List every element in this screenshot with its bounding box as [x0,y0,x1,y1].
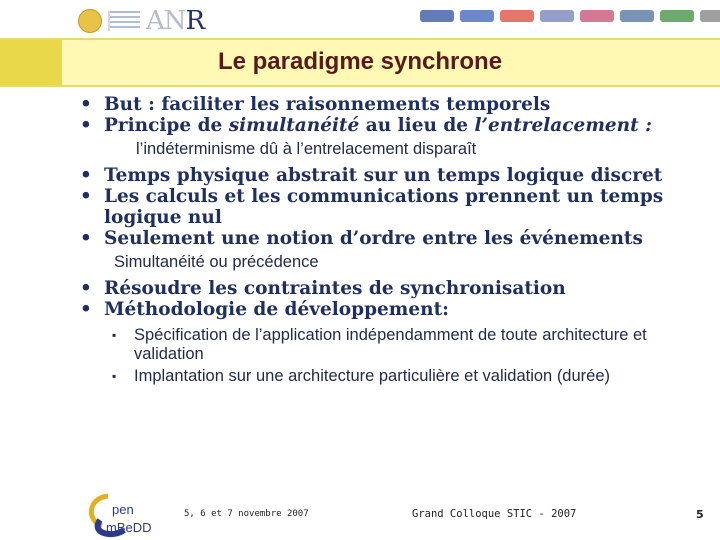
footer-date: 5, 6 et 7 novembre 2007 [184,509,309,519]
anr-logo [146,6,204,36]
openembedd-logo-icon [80,490,170,538]
logo-bar [0,0,720,36]
partner-logo-icon-4 [540,10,574,22]
partner-logos [420,10,720,22]
partner-logo-icon-8 [700,10,720,22]
anr-logo-group [78,6,204,36]
bullet-calculs: • Les calculs et les communications prennent un temps logique nul [78,186,708,228]
page-number: 5 [696,508,704,521]
footer [0,490,720,540]
slide-title: Le paradigme synchrone [217,48,503,75]
bullet-methodologie: • Méthodologie de développement: [78,299,708,320]
footer-event: Grand Colloque STIC - 2007 [412,508,577,520]
sub-implantation: ▪ Implantation sur une architecture particulière et validation (durée) [78,367,708,386]
note-simultaneite: Simultanéité ou précédence [114,253,319,271]
bullet-temps-physique: • Temps physique abstrait sur un temps logique discret [78,165,708,186]
partner-logo-icon-1 [420,10,454,22]
lab-logo-text-icon [108,11,140,31]
openembedd-logo-text-2: mBeDD [106,520,152,535]
partner-logo-icon-3 [500,10,534,22]
partner-logo-icon-2 [460,10,494,22]
openembedd-logo-text-1: pen [112,502,134,517]
bullet-principe-italic-2: l’entrelacement : [474,115,652,136]
note-indeterminisme: l’indéterminisme dû à l’entrelacement disparaît [136,140,477,158]
partner-logo-icon-6 [620,10,654,22]
sub-specification: ▪ Spécification de l’application indépendamment de toute architecture et validation [78,326,708,364]
anr-logo-text: AN [146,6,186,36]
partner-logo-icon-7 [660,10,694,22]
bullet-principe-text: Principe de [104,115,229,136]
bullet-ordre: • Seulement une notion d’ordre entre les événements [78,228,708,249]
anr-logo-text-r: R [185,6,205,36]
bullet-but: • But : faciliter les raisonnements temporels [78,94,708,115]
partner-logo-icon-5 [580,10,614,22]
lab-logo-icon [78,9,102,33]
bullet-principe-italic-1: simultanéité [228,115,360,136]
slide-content [78,94,708,389]
bullet-resoudre: • Résoudre les contraintes de synchronisation [78,278,708,299]
bullet-principe-text-2: au lieu de [359,115,475,136]
bullet-principe [78,115,708,136]
